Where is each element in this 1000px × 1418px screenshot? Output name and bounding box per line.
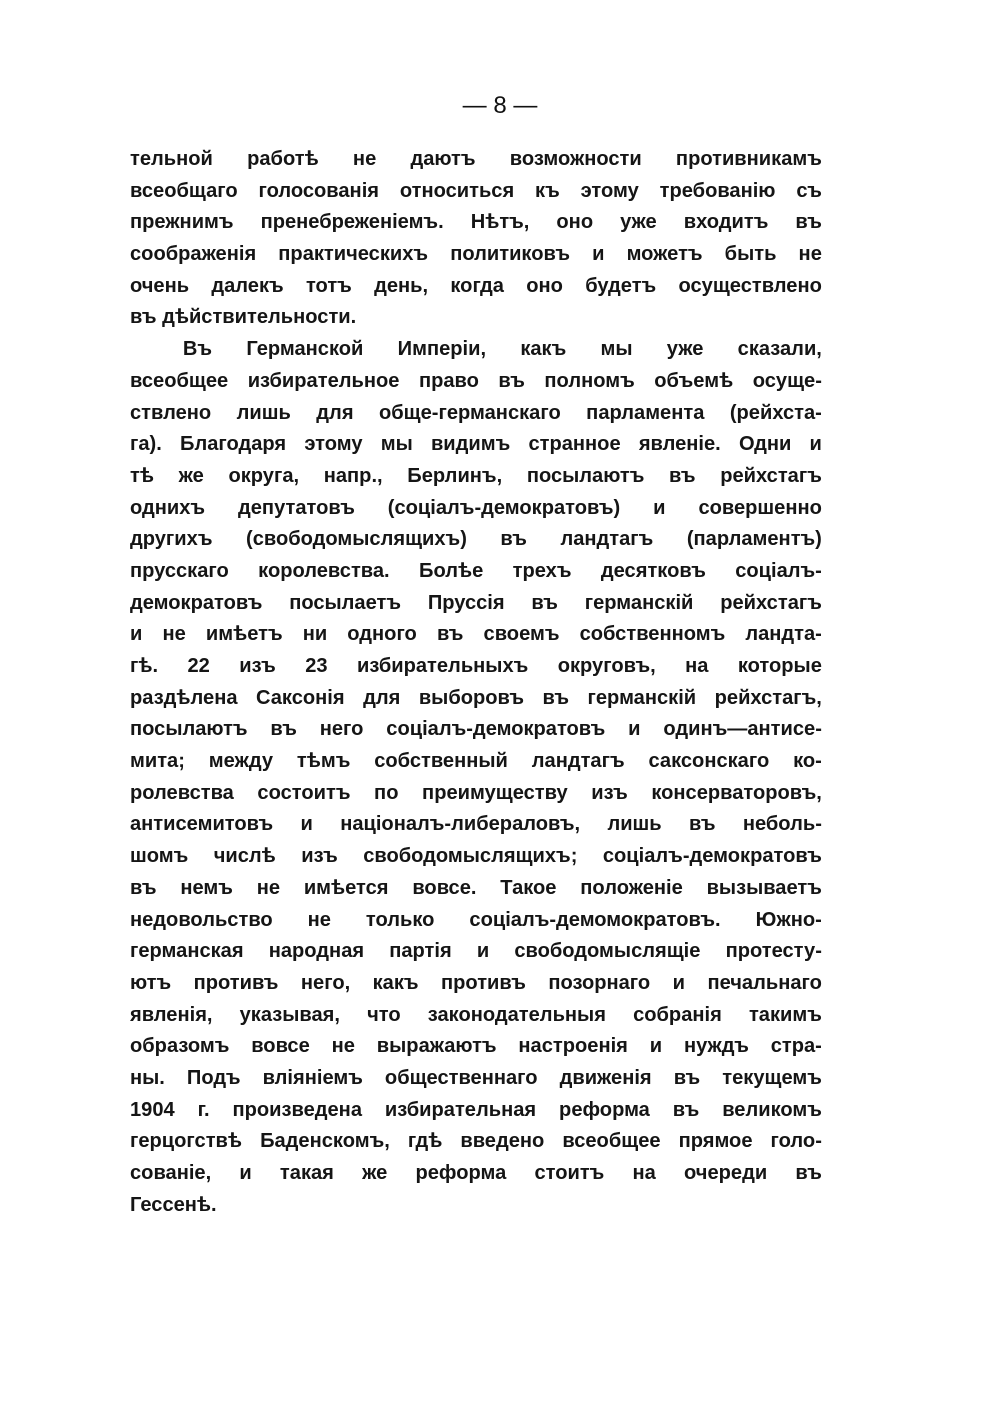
text-line: герцогствѣ Баденскомъ, гдѣ введено всеобщее прямое голо- xyxy=(130,1129,822,1153)
text-line: другихъ (свободомыслящихъ) въ ландтагъ (парламентъ) xyxy=(130,527,822,551)
text-line: гѣ. 22 изъ 23 избирательныхъ округовъ, на которые xyxy=(130,654,822,677)
text-line: посылаютъ въ него соціалъ-демократовъ и одинъ—антисе- xyxy=(130,717,822,741)
paragraph xyxy=(130,333,836,1220)
text-line: всеобщее избирательное право въ полномъ объемѣ осуще- xyxy=(130,368,822,392)
text-line: однихъ депутатовъ (соціалъ-демократовъ) и совершенно xyxy=(130,495,822,519)
text-line: Гессенѣ. xyxy=(130,1192,217,1216)
text-line: мита; между тѣмъ собственный ландтагъ саксонскаго ко- xyxy=(130,749,822,773)
text-line: прусскаго королевства. Болѣе трехъ десятковъ соціалъ- xyxy=(130,558,822,582)
text-line: га). Благодаря этому мы видимъ странное явленіе. Одни и xyxy=(130,432,822,456)
text-line: ролевства состоитъ по преимуществу изъ консерваторовъ, xyxy=(130,780,822,804)
text-line: явленія, указывая, что законодательныя собранія такимъ xyxy=(130,1002,822,1026)
text-line: германская народная партія и свободомыслящіе протесту- xyxy=(130,939,822,963)
text-line: шомъ числѣ изъ свободомыслящихъ; соціалъ-демократовъ xyxy=(130,844,822,868)
text-line: недовольство не только соціалъ-демомократовъ. Южно- xyxy=(130,907,822,931)
text-line: и не имѣетъ ни одного въ своемъ собственномъ ландта- xyxy=(130,622,822,646)
text-line: очень далекъ тотъ день, когда оно будетъ осуществлено xyxy=(130,273,822,297)
text-line: тѣ же округа, напр., Берлинъ, посылаютъ въ рейхстагъ xyxy=(130,463,822,487)
text-line: антисемитовъ и націоналъ-либераловъ, лишь въ неболь- xyxy=(130,812,822,836)
text-line: образомъ вовсе не выражаютъ настроенія и нуждъ стра- xyxy=(130,1034,822,1058)
text-line: ствлено лишь для обще-германскаго парламента (рейхста- xyxy=(130,400,822,424)
text-line: сованіе, и такая же реформа стоитъ на очереди въ xyxy=(130,1161,822,1184)
text-line: Въ Германской Имперіи, какъ мы уже сказали, xyxy=(182,337,822,361)
text-line: всеобщаго голосованія относиться къ этому требованію съ xyxy=(130,178,822,202)
text-line: раздѣлена Саксонія для выборовъ въ германскій рейхстагъ, xyxy=(130,685,822,709)
page-body xyxy=(130,143,836,1220)
text-line: ны. Подъ вліяніемъ общественнаго движенія въ текущемъ xyxy=(130,1065,822,1089)
page-number: — 8 — xyxy=(462,92,538,119)
text-line: въ немъ не имѣется вовсе. Такое положеніе вызываетъ xyxy=(130,875,822,899)
paragraph xyxy=(130,143,836,333)
text-line: въ дѣйствительности. xyxy=(130,305,357,329)
text-line: 1904 г. произведена избирательная реформа въ великомъ xyxy=(130,1097,822,1121)
text-line: тельной работѣ не даютъ возможности противникамъ xyxy=(130,147,822,170)
text-line: демократовъ посылаетъ Пруссія въ германскій рейхстагъ xyxy=(130,590,822,614)
text-line: прежнимъ пренебреженіемъ. Нѣтъ, оно уже входитъ въ xyxy=(130,210,822,234)
text-line: соображенія практическихъ политиковъ и можетъ быть не xyxy=(130,242,822,266)
text-line: ютъ противъ него, какъ противъ позорнаго и печальнаго xyxy=(130,970,822,994)
